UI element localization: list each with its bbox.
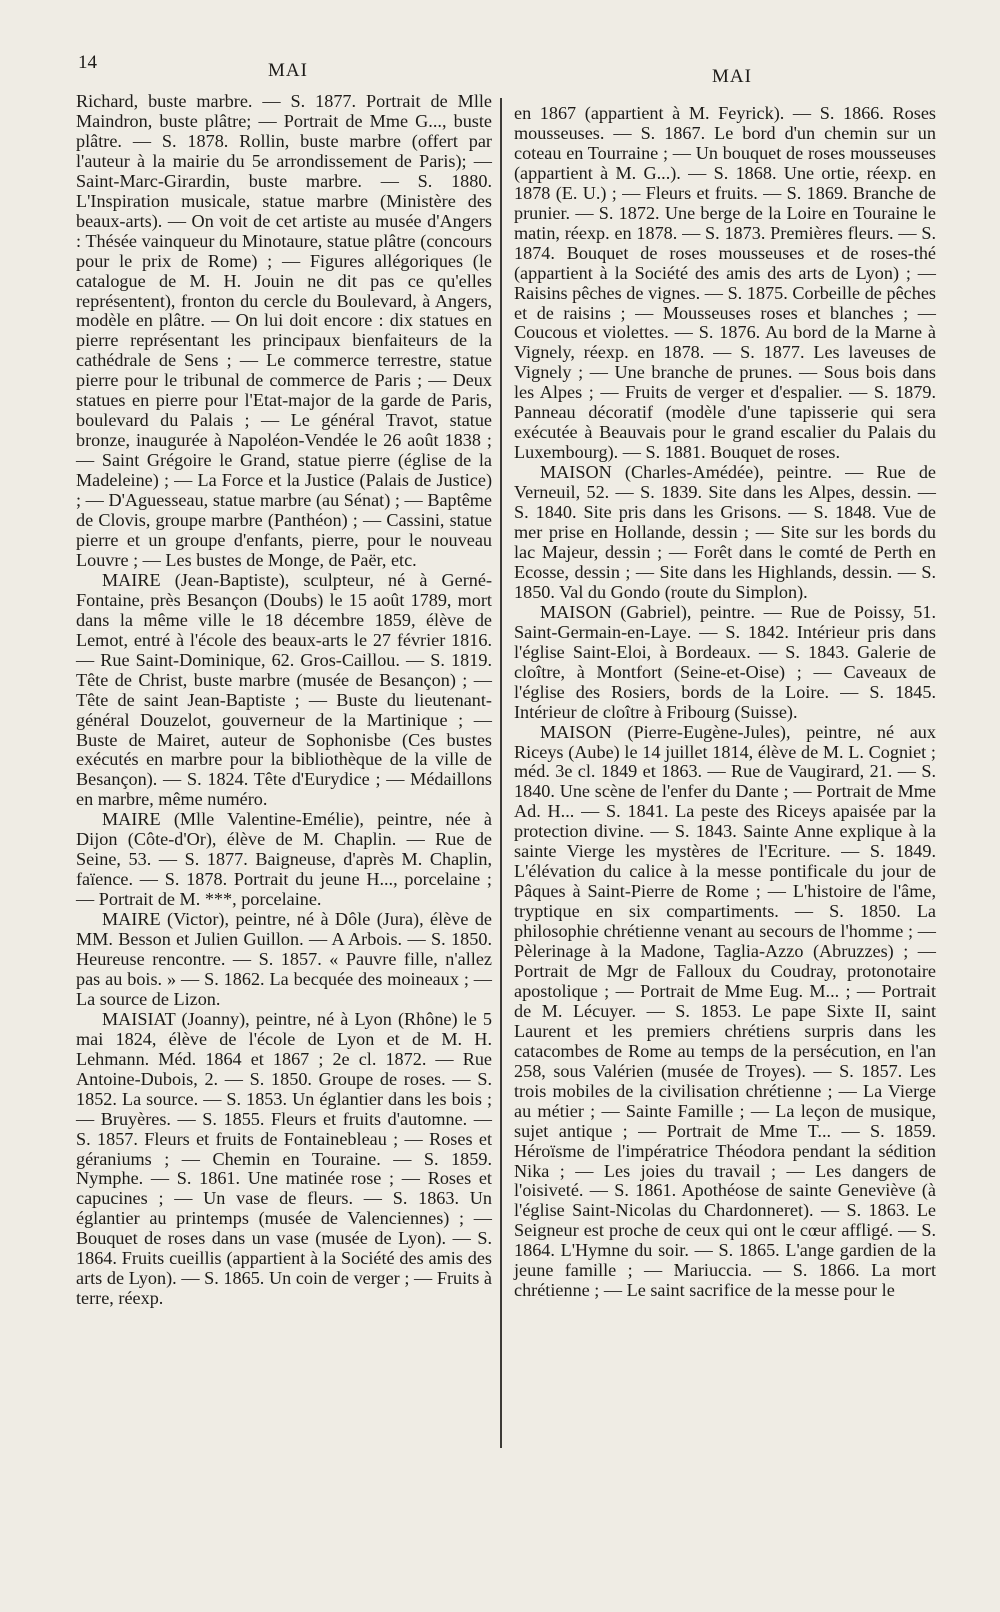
- running-head-right: MAI: [712, 66, 752, 87]
- paragraph-maisiat-continued: en 1867 (appartient à M. Feyrick). — S. 1866. Roses mousseuses. — S. 1867. Le bord d'un chemin sur un coteau en Tourraine ; — Un bouquet de roses mousseuses (appartient à M. G...). — S. 1868. Une ortie, réexp. en 1878 (E. U.) ; — Fleurs et fruits. — S. 1869. Branche de prunier. — S. 1872. Une berge de la Loire en Touraine le matin, réexp. en 1878. — S. 1873. Premières fleurs. — S. 1874. Bouquet de roses mousseuses et de roses-thé (appartient à la Société des amis des arts de Lyon) ; — Raisins pêches de vignes. — S. 1875. Corbeille de pêches et de raisins ; — Mousseuses roses et blanches ; — Coucous et violettes. — S. 1876. Au bord de la Marne à Vignely, réexp. en 1878. — S. 1877. Les laveuses de Vignely ; — Une branche de prunes. — Sous bois dans les Alpes ; — Fruits de verger et d'espalier. — S. 1879. Panneau décoratif (modèle d'une tapisserie qui sera exécutée à Beauvais pour le grand escalier du Palais du Luxembourg). — S. 1881. Bouquet de roses.: [514, 103, 936, 463]
- entry-maison-pierre-eugene-jules: MAISON (Pierre-Eugène-Jules), peintre, né aux Riceys (Aube) le 14 juillet 1814, élève de M. L. Cogniet ; méd. 3e cl. 1849 et 1863. — Rue de Vaugirard, 21. — S. 1840. Une scène de l'enfer du Dante ; — Portrait de Mme Ad. H... — S. 1841. La peste des Riceys apaisée par la protection divine. — S. 1843. Sainte Anne explique à la sainte Vierge les mystères de l'Ecriture. — S. 1849. L'élévation du calice à la messe pontificale du jour de Pâques à Saint-Pierre de Rome ; — L'histoire de l'âme, tryptique en six compartiments. — S. 1850. La philosophie chrétienne venant au secours de l'homme ; — Pèlerinage à la Madone, Taglia-Azzo (Abruzzes) ; — Portrait de Mgr de Falloux du Coudray, protonotaire apostolique ; — Portrait de Mme Eug. M... ; — Portrait de M. Lécuyer. — S. 1853. Le pape Sixte II, saint Laurent et les premiers chrétiens surpris dans les catacombes de Rome au temps de la persécution, en l'an 258, sous Valérien (musée de Troyes). — S. 1857. Les trois mobiles de la civilisation chrétienne ; — La Vierge au métier ; — Sainte Famille ; — La leçon de musique, sujet antique ; — Portrait de Mme T... — S. 1859. Héroïsme de l'impératrice Théodora pendant la sédition Nika ; — Les joies du travail ; — Les dangers de l'oisiveté. — S. 1861. Apothéose de sainte Geneviève (à l'église Saint-Nicolas du Chardonneret). — S. 1863. Le Seigneur est proche de ceux qui ont le cœur affligé. — S. 1864. L'Hymne du soir. — S. 1865. L'ange gardien de la jeune famille ; — Mariuccia. — S. 1866. La mort chrétienne ; — Le saint sacrifice de la messe pour le: [514, 721, 936, 1301]
- entry-maison-charles-amedee: MAISON (Charles-Amédée), peintre. — Rue de Verneuil, 52. — S. 1839. Site dans les Alpes, dessin. — S. 1840. Site pris dans les Grisons. — S. 1848. Vue de mer prise en Hollande, dessin ; — Site sur les bords du lac Majeur, dessin ; — Forêt dans le comté de Perth en Ecosse, dessin ; — Site dans les Highlands, dessin. — S. 1850. Val du Gondo (route du Simplon).: [514, 462, 936, 602]
- entry-maire-jean-baptiste: MAIRE (Jean-Baptiste), sculpteur, né à Gerné-Fontaine, près Besançon (Doubs) le 15 août 1789, mort dans la même ville le 18 décembre 1859, élève de Lemot, entré à l'école des beaux-arts le 27 février 1816. — Rue Saint-Dominique, 62. Gros-Caillou. — S. 1819. Tête de Christ, buste marbre (musée de Besançon) ; — Tête de saint Jean-Baptiste ; — Buste du lieutenant-général Douzelot, gouverneur de la Martinique ; — Buste de Mairet, auteur de Sophonisbe (Ces bustes exécutés en marbre pour la bibliothèque de la ville de Besançon). — S. 1824. Tête d'Eurydice ; — Médaillons en marbre, même numéro.: [76, 569, 492, 810]
- entry-maison-gabriel: MAISON (Gabriel), peintre. — Rue de Poissy, 51. Saint-Germain-en-Laye. — S. 1842. Intérieur pris dans l'église Saint-Eloi, à Bordeaux. — S. 1843. Galerie de cloître, à Montfort (Seine-et-Oise) ; — Caveaux de l'église des Rosiers, bords de la Loire. — S. 1845. Intérieur de cloître à Fribourg (Suisse).: [514, 601, 936, 722]
- entry-maisiat-joanny: MAISIAT (Joanny), peintre, né à Lyon (Rhône) le 5 mai 1824, élève de l'école de Lyon et de M. H. Lehmann. Méd. 1864 et 1867 ; 2e cl. 1872. — Rue Antoine-Dubois, 2. — S. 1850. Groupe de roses. — S. 1852. La source. — S. 1853. Un églantier dans les bois ; — Bruyères. — S. 1855. Fleurs et fruits d'automne. — S. 1857. Fleurs et fruits de Fontainebleau ; — Roses et géraniums ; — Chemin en Touraine. — S. 1859. Nymphe. — S. 1861. Une matinée rose ; — Roses et capucines ; — Un vase de fleurs. — S. 1863. Un églantier au printemps (musée de Valenciennes) ; — Bouquet de roses dans un vase (musée de Lyon). — S. 1864. Fruits cueillis (appartient à la Société des amis des arts de Lyon). — S. 1865. Un coin de verger ; — Fruits à terre, réexp.: [76, 1008, 492, 1309]
- entry-maire-victor: MAIRE (Victor), peintre, né à Dôle (Jura), élève de MM. Besson et Julien Guillon. — A Arbois. — S. 1850. Heureuse rencontre. — S. 1857. « Pauvre fille, n'allez pas au bois. » — S. 1862. La becquée des moineaux ; — La source de Lizon.: [76, 909, 492, 1009]
- page-number: 14: [78, 52, 97, 73]
- column-divider: [500, 98, 502, 1448]
- right-column: [514, 104, 936, 1301]
- entry-maire-valentine: MAIRE (Mlle Valentine-Emélie), peintre, née à Dijon (Côte-d'Or), élève de M. Chaplin. — Rue de Seine, 53. — S. 1877. Baigneuse, d'après M. Chaplin, faïence. — S. 1878. Portrait du jeune H..., porcelaine ; — Portrait de M. ***, porcelaine.: [76, 809, 492, 910]
- running-head-left: MAI: [268, 60, 308, 81]
- paragraph-richard-continued: Richard, buste marbre. — S. 1877. Portrait de Mlle Maindron, buste plâtre; — Portrait de Mme G..., buste plâtre. — S. 1878. Rollin, buste marbre (offert par l'auteur à la mairie du 5e arrondissement de Paris); — Saint-Marc-Girardin, buste marbre. — S. 1880. L'Inspiration musicale, statue marbre (Ministère des beaux-arts). — On voit de cet artiste au musée d'Angers : Thésée vainqueur du Minotaure, statue plâtre (concours pour le prix de Rome) ; — Figures allégoriques (le catalogue de M. H. Jouin ne dit pas ce qu'elles représentent), fronton du cercle du Boulevard, à Angers, modèle en plâtre. — On lui doit encore : dix statues en pierre représentant les principaux bienfaiteurs de la cathédrale de Sens ; — Le commerce terrestre, statue pierre pour le tribunal de commerce de Paris ; — Deux statues en pierre pour l'Etat-major de la garde de Paris, boulevard du Palais ; — Le général Travot, statue bronze, inaugurée à Napoléon-Vendée le 26 août 1838 ; — Saint Grégoire le Grand, statue pierre (église de la Madeleine) ; — La Force et la Justice (Palais de Justice) ; — D'Aguesseau, statue marbre (au Sénat) ; — Baptême de Clovis, groupe marbre (Panthéon) ; — Cassini, statue pierre et un groupe d'enfants, pierre, pour le nouveau Louvre ; — Les bustes de Monge, de Paër, etc.: [76, 91, 492, 570]
- left-column: [76, 92, 492, 1309]
